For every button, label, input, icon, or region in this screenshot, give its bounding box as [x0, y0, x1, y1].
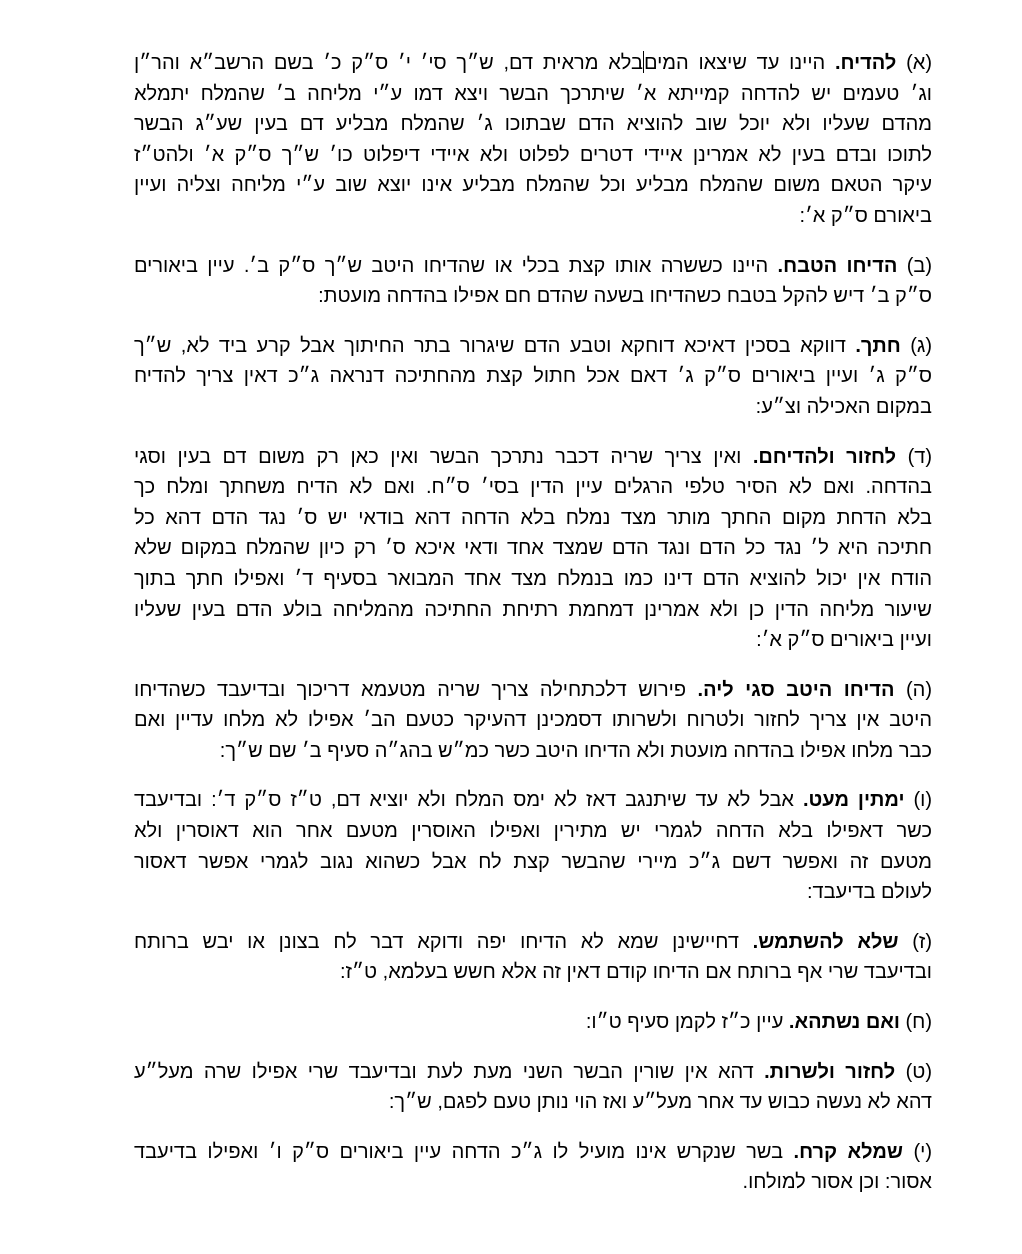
text-line [134, 957, 932, 988]
text-line [134, 625, 932, 656]
text-line [134, 1137, 932, 1168]
line-text: פירוש דלכתחילה צריך שריה מטעמא דריכוך ובדיעבד כשהדיחו [134, 678, 687, 701]
paragraph-label: (א) [906, 52, 932, 74]
paragraph-heading: להדיח. [834, 52, 897, 74]
text-line [134, 251, 932, 282]
text-line [134, 564, 932, 595]
paragraph-heading: לחזור ולהדיחם. [752, 445, 897, 468]
line-text: בלא הדחת מקום החתך מותר מצד נמלח בלא הדחה דהא בודאי יש ס׳ נגד הדם דהא כל [134, 506, 932, 529]
text-line [134, 109, 932, 140]
text-line [134, 442, 932, 473]
line-text: אבל לא עד שיתנגב דאז לא ימס המלח ולא יוציא דם, ט״ז ס״ק ד׳: ובדיעבד [134, 789, 794, 812]
paragraph-label: (ז) [912, 930, 933, 953]
paragraph-label: (ו) [913, 789, 932, 812]
text-line [134, 675, 932, 706]
line-text: הודח אין יכול להוציא הדם דינו כמו בנמלח מצד אחד המבואר בסעיף ד׳ ואפילו חתך בתוך [134, 567, 932, 590]
line-text: היטב אין צריך לחזור ולטרוח ולשרותו דסמכינן דהעיקר כטעם הב׳ אפילו לא מלחו עדיין ואם [134, 709, 932, 732]
text-line [134, 785, 932, 816]
paragraph-heading: הדיחו הטבח. [777, 254, 898, 277]
text-line [134, 392, 932, 423]
paragraph-label: (ח) [905, 1011, 932, 1034]
line-text: היינו עד שיצאו המים [643, 52, 826, 74]
line-text: בשר שנקרש אינו מועיל לו ג״כ הדחה עיין ביאורים ס״ק ו׳ ואפילו בדיעבד [134, 1140, 784, 1163]
text-line [134, 1167, 932, 1198]
paragraph-heading: חתך. [855, 334, 901, 357]
paragraph [134, 48, 932, 232]
line-text: לתוכו ובדם בעין לא אמרינן איידי דטרים לפלוט ולא איידי דיפלוט כו׳ ש״ך ס״ק א׳ ולהט״ז [134, 143, 932, 166]
paragraph-heading: הדיחו היטב סגי ליה. [697, 678, 895, 701]
line-text: דווקא בסכין דאיכא דוחקא וטבע הדם שיגרור בתר החיתוך אבל קרע ביד לא, ש״ך [134, 334, 846, 357]
text-line [134, 361, 932, 392]
line-text: ביאורם ס״ק א׳: [799, 204, 932, 227]
line-text: במקום האכילה וצ״ע: [755, 395, 932, 418]
text-line [134, 1007, 932, 1038]
line-text: עיין כ״ז לקמן סעיף ט״ו: [585, 1011, 784, 1034]
text-line [134, 201, 932, 232]
text-line [134, 503, 932, 534]
paragraph [134, 331, 932, 423]
line-text: כבר מלחו אפילו בהדחה מועטת ולא הדיחו היטב כשר כמ״ש בהג״ה סעיף ב׳ שם ש״ך: [219, 739, 932, 762]
line-text: אסור: וכן אסור למולחו. [742, 1171, 932, 1194]
text-line [134, 877, 932, 908]
paragraph-label: (ג) [910, 334, 932, 357]
text-line [134, 705, 932, 736]
line-text: עיקר הטאם משום שהמלח מבליע וכל שהמלח מבליע אינו יוצא שוב ע״י מליחה וצליה ועיין [134, 174, 932, 197]
line-text: ובדיעבד שרי אף ברותח אם הדיחו קודם דאין זה אלא חשש בעלמא, ט״ז: [339, 961, 932, 984]
text-line [134, 1087, 932, 1118]
line-text: מטעם זה ואפשר דשם ג״כ מיירי שהבשר קצת לח אבל כשהוא נגוב לגמרי אפשר דאסור [134, 850, 932, 873]
text-line [134, 595, 932, 626]
paragraph [134, 785, 932, 907]
paragraph-heading: שלא להשתמש. [752, 930, 899, 953]
line-text: שיעור מליחה הדין כן ולא אמרינן דמחמת רתיחת החתיכה מהמליחה בולע הדם בעין שעליו [134, 598, 932, 621]
text-line [134, 533, 932, 564]
paragraph-heading: שמלא קרח. [793, 1140, 904, 1163]
text-line [134, 170, 932, 201]
line-text: דחיישינן שמא לא הדיחו יפה ודוקא דבר לח בצונן או יבש ברותח [134, 930, 739, 953]
paragraph [134, 675, 932, 767]
text-line [134, 1057, 932, 1088]
text-line [134, 140, 932, 171]
paragraph [134, 1137, 932, 1198]
text-line [134, 331, 932, 362]
document-body [134, 48, 932, 1217]
text-line [134, 79, 932, 110]
paragraph-heading: ימתין מעט. [802, 789, 905, 812]
line-text: בלא מראית דם, ש״ך סי׳ י׳ ס״ק כ׳ בשם הרשב״א והר״ן [134, 52, 643, 74]
text-line [134, 927, 932, 958]
paragraph [134, 251, 932, 312]
line-text: לעולם בדיעבד: [806, 881, 932, 904]
line-text: מהדם שעליו ולא יוכל שוב להוציא הדם שבתוכו ג׳ שהמלח מבליע דם בעין שע״ג הבשר [134, 113, 932, 136]
line-text: היינו כששרה אותו קצת בכלי או שהדיחו היטב ש״ך ס״ק ב׳. עיין ביאורים [134, 254, 769, 277]
paragraph-label: (ה) [906, 678, 932, 701]
line-text: ואין צריך שריה דכבר נתרכך הבשר ואין כאן רק משום דם בעין וסגי [134, 445, 742, 468]
line-text: דהא לא נעשה כבוש עד אחר מעל״ע ואז הוי נותן טעם לפגם, ש״ך: [388, 1091, 932, 1114]
paragraph-heading: לחזור ולשרות. [764, 1060, 896, 1083]
line-text: חתיכה היא ל׳ נגד כל הדם ונגד הדם שמצד אחד ודאי איכא ס׳ רק כיון שהמלח במקום שלא [134, 537, 932, 560]
paragraph-label: (י) [913, 1140, 932, 1163]
line-text: וג׳ טעמים יש להדחה קמייתא א׳ שיתרכך הבשר ויצא דמו ע״י מליחה ב׳ שהמלח יתמלא [134, 82, 932, 105]
text-line [134, 48, 932, 79]
text-line [134, 847, 932, 878]
paragraph-label: (ד) [907, 445, 932, 468]
text-line [134, 472, 932, 503]
paragraph [134, 927, 932, 988]
text-line [134, 736, 932, 767]
line-text: ועיין ביאורים ס״ק א׳: [756, 629, 932, 652]
line-text: ס״ק ג׳ ועיין ביאורים ס״ק ג׳ דאם אכל חתול קצת מהחתיכה דנראה ג״כ דאין צריך להדיח [134, 365, 932, 388]
line-text: דהא אין שורין הבשר השני מעת לעת ובדיעבד שרי אפילו שרה מעל״ע [134, 1060, 754, 1083]
paragraph [134, 1007, 932, 1038]
paragraph-label: (ט) [905, 1060, 932, 1083]
paragraph [134, 442, 932, 656]
line-text: כשר דאפילו בלא הדחה לגמרי יש מתירין ואפילו האוסרין מטעם אחר הוא דאוסרין ולא [134, 820, 932, 843]
paragraph-heading: ואם נשתהא. [788, 1011, 900, 1034]
line-text: בהדחה. ואם לא הסיר טלפי הרגלים עיין הדין בסי׳ ס״ח. ואם לא הדיח משחתך ומלח כך [134, 476, 932, 499]
line-text: ס״ק ב׳ דיש להקל בטבח כשהדיחו בשעה שהדם חם אפילו בהדחה מועטת: [318, 285, 932, 308]
paragraph [134, 1057, 932, 1118]
text-line [134, 281, 932, 312]
text-line [134, 816, 932, 847]
paragraph-label: (ב) [906, 254, 932, 277]
